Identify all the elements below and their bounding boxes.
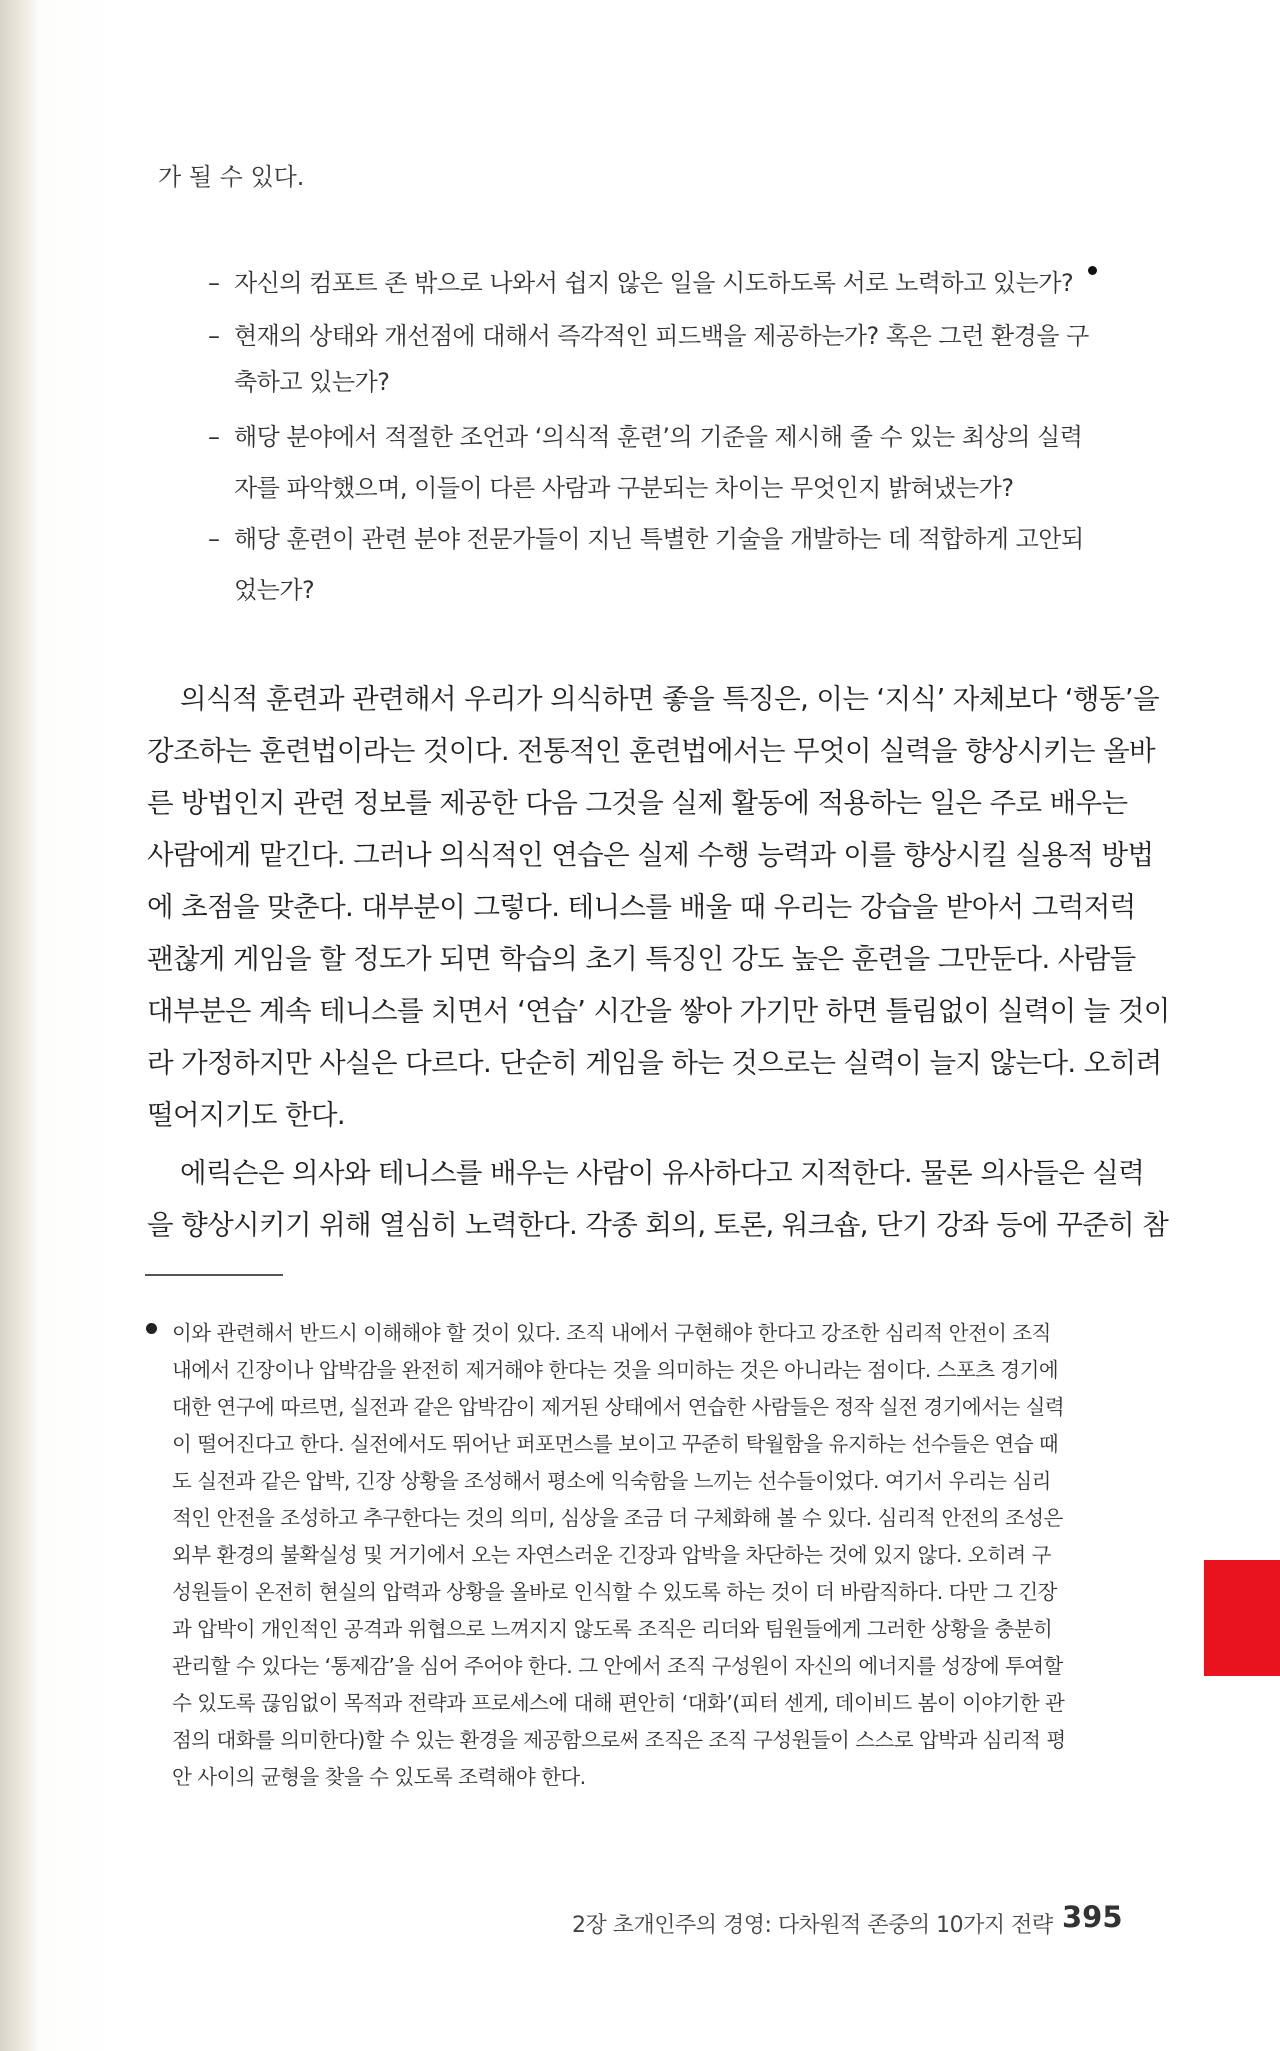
- question-3-line-1: 해당 분야에서 적절한 조언과 ‘의식적 훈련’의 기준을 제시해 줄 수 있는 최상의 실력: [234, 423, 1083, 451]
- footnote-line-13: 안 사이의 균형을 찾을 수 있도록 조력해야 한다.: [172, 1765, 586, 1789]
- footnote-line-4: 이 떨어진다고 한다. 실전에서도 뛰어난 퍼포먼스를 보이고 꾸준히 탁월함을 유지하는 선수들은 연습 때: [172, 1432, 1059, 1456]
- body-p1-line-3: 른 방법인지 관련 정보를 제공한 다음 그것을 실제 활동에 적용하는 일은 주로 배우는: [147, 787, 1128, 819]
- body-p1-line-9: 떨어지기도 한다.: [147, 1099, 346, 1131]
- body-p1-line-6: 괜찮게 게임을 할 정도가 되면 학습의 초기 특징인 강도 높은 훈련을 그만둔다. 사람들: [147, 943, 1136, 975]
- question-2-line-2: 축하고 있는가?: [234, 368, 390, 396]
- question-1-line-1: 자신의 컴포트 존 밖으로 나와서 쉽지 않은 일을 시도하도록 서로 노력하고 있는가?: [234, 269, 1074, 297]
- footnote-line-9: 과 압박이 개인적인 공격과 위협으로 느껴지지 않도록 조직은 리더와 팀원들에게 그러한 상황을 충분히: [172, 1617, 1053, 1641]
- body-p1-line-4: 사람에게 맡긴다. 그러나 의식적인 연습은 실제 수행 능력과 이를 향상시킬 실용적 방법: [147, 839, 1154, 871]
- page-number: 395: [1062, 1900, 1123, 1934]
- footnote-line-1: 이와 관련해서 반드시 이해해야 할 것이 있다. 조직 내에서 구현해야 한다고 강조한 심리적 안전이 조직: [172, 1321, 1051, 1345]
- footnote-divider: [145, 1274, 283, 1276]
- body-p1-line-5: 에 초점을 맞춘다. 대부분이 그렇다. 테니스를 배울 때 우리는 강습을 받아서 그럭저럭: [147, 891, 1136, 923]
- chapter-tab-marker: [1204, 1560, 1280, 1676]
- footnote-line-3: 대한 연구에 따르면, 실전과 같은 압박감이 제거된 상태에서 연습한 사람들은 정작 실전 경기에서는 실력: [172, 1395, 1065, 1419]
- dash-marker: –: [208, 423, 220, 451]
- dash-marker: –: [208, 269, 220, 297]
- question-3: [208, 417, 1082, 452]
- dash-marker: –: [208, 525, 220, 553]
- footnote-line-7: 외부 환경의 불확실성 및 거기에서 오는 자연스러운 긴장과 압박을 차단하는 것에 있지 않다. 오히려 구: [172, 1543, 1051, 1567]
- body-p1-line-8: 라 가정하지만 사실은 다르다. 단순히 게임을 하는 것으로는 실력이 늘지 않는다. 오히려: [147, 1047, 1162, 1079]
- book-spine-shadow: [0, 0, 40, 2051]
- body-p2-line-1: 에릭슨은 의사와 테니스를 배우는 사람이 유사하다고 지적한다. 물론 의사들은 실력: [180, 1157, 1145, 1189]
- footnote-line-6: 적인 안전을 조성하고 추구한다는 것의 의미, 심상을 조금 더 구체화해 볼 수 있다. 심리적 안전의 조성은: [172, 1506, 1063, 1530]
- question-1: [208, 263, 1073, 298]
- question-2: [208, 316, 1089, 351]
- question-2-line-1: 현재의 상태와 개선점에 대해서 즉각적인 피드백을 제공하는가? 혹은 그런 환경을 구: [234, 322, 1089, 350]
- body-p1-line-2: 강조하는 훈련법이라는 것이다. 전통적인 훈련법에서는 무엇이 실력을 향상시키는 올바: [147, 735, 1156, 767]
- footnote-line-2: 내에서 긴장이나 압박감을 완전히 제거해야 한다는 것을 의미하는 것은 아니라는 점이다. 스포츠 경기에: [172, 1358, 1059, 1382]
- question-4-line-1: 해당 훈련이 관련 분야 전문가들이 지닌 특별한 기술을 개발하는 데 적합하게 고안되: [234, 525, 1084, 553]
- lead-line: 가 될 수 있다.: [158, 163, 305, 191]
- footnote-line-5: 도 실전과 같은 압박, 긴장 상황을 조성해서 평소에 익숙함을 느끼는 선수들이었다. 여기서 우리는 심리: [172, 1469, 1051, 1493]
- footnote-line-12: 점의 대화를 의미한다)할 수 있는 환경을 제공함으로써 조직은 조직 구성원들이 스스로 압박과 심리적 평: [172, 1728, 1066, 1752]
- dash-marker: –: [208, 322, 220, 350]
- footnote-bullet: [146, 1323, 157, 1334]
- question-4: [208, 519, 1084, 554]
- body-p1-line-1: 의식적 훈련과 관련해서 우리가 의식하면 좋을 특징은, 이는 ‘지식’ 자체보다 ‘행동’을: [180, 683, 1159, 715]
- running-footer-chapter-title: 2장 초개인주의 경영: 다차원적 존중의 10가지 전략: [572, 1913, 1053, 1938]
- question-4-line-2: 었는가?: [234, 576, 315, 604]
- footnote-line-10: 관리할 수 있다는 ‘통제감’을 심어 주어야 한다. 그 안에서 조직 구성원이 자신의 에너지를 성장에 투여할: [172, 1654, 1063, 1678]
- footnote-line-11: 수 있도록 끊임없이 목적과 전략과 프로세스에 대해 편안히 ‘대화’(피터 센게, 데이비드 봄이 이야기한 관: [172, 1691, 1065, 1715]
- body-p2-line-2: 을 향상시키기 위해 열심히 노력한다. 각종 회의, 토론, 워크숍, 단기 강좌 등에 꾸준히 참: [147, 1209, 1169, 1241]
- question-3-line-2: 자를 파악했으며, 이들이 다른 사람과 구분되는 차이는 무엇인지 밝혀냈는가?: [234, 474, 1014, 502]
- footnote-line-8: 성원들이 온전히 현실의 압력과 상황을 올바로 인식할 수 있도록 하는 것이 더 바람직하다. 다만 그 긴장: [172, 1580, 1057, 1604]
- body-p1-line-7: 대부분은 계속 테니스를 치면서 ‘연습’ 시간을 쌓아 가기만 하면 틀림없이 실력이 늘 것이: [147, 995, 1170, 1027]
- footnote-reference-marker: [1088, 266, 1097, 275]
